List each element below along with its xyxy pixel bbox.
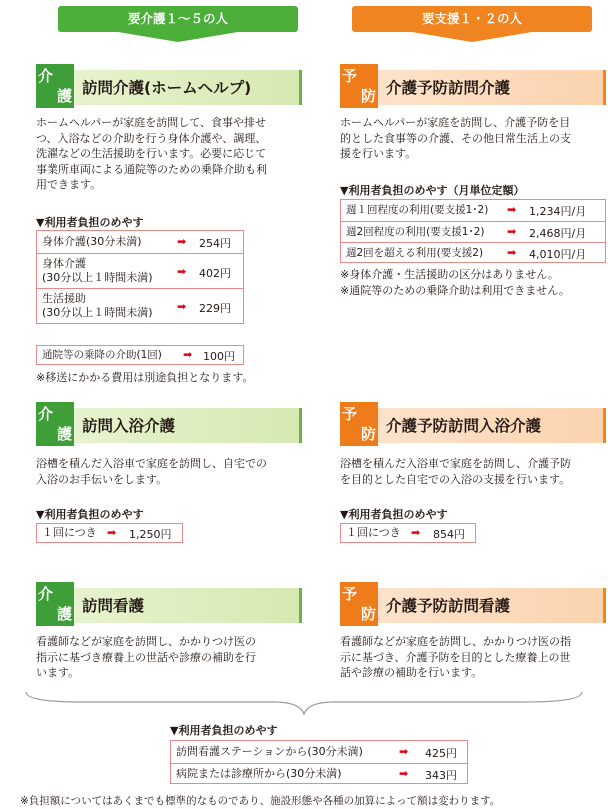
heading-preventive-home-help (340, 64, 606, 108)
right-arrow-icon: ➡ (399, 745, 409, 758)
right-arrow-icon: ➡ (177, 265, 187, 278)
table-row: 週１回程度の利用(要支援1･2) ➡ 1,234円/月 (346, 203, 587, 218)
home-bathing-price-table (36, 523, 183, 543)
support-level-banner-label: 要支援１・２の人 (352, 6, 592, 32)
preventive-home-bathing-description: 浴槽を積んだ入浴車で家庭を訪問し、介護予防 を目的とした自宅での入浴の支援を行います。 (340, 457, 571, 486)
kaigo-badge-icon: 介 護 (36, 402, 74, 446)
home-help-price-table (36, 230, 244, 324)
brace-connector (24, 690, 584, 716)
heading-title: 介護予防訪問入浴介護 (386, 417, 542, 435)
transport-note: ※移送にかかる費用は別途負担となります。 (36, 371, 254, 384)
home-nursing-description: 看護師などが家庭を訪問し、かかりつけ医の 指示に基づき療養上の世話や診療の補助を行 います。 (36, 635, 256, 679)
table-row: 身体介護 (30分以上１時間未満) ➡ 402円 (37, 253, 243, 288)
table-row: １回につき ➡ 1,250円 (42, 526, 172, 541)
right-arrow-icon: ➡ (177, 300, 187, 313)
table-row: 週2回程度の利用(要支援1･2) ➡ 2,468円/月 (341, 221, 605, 242)
burden-label: ▼利用者負担のめやす（月単位定額） (340, 184, 525, 197)
home-bathing-description: 浴槽を積んだ入浴車で家庭を訪問し、自宅での 入浴のお手伝いをします。 (36, 457, 267, 486)
right-arrow-icon: ➡ (507, 203, 517, 216)
home-nursing-price-table (170, 740, 468, 784)
right-arrow-icon: ➡ (177, 235, 187, 248)
table-row: 週2回を超える利用(要支援2) ➡ 4,010円/月 (341, 242, 605, 262)
right-arrow-icon: ➡ (507, 246, 517, 259)
right-arrow-icon: ➡ (507, 225, 517, 238)
burden-label: ▼利用者負担のめやす (36, 216, 144, 229)
table-row: 身体介護(30分未満) ➡ 254円 (42, 235, 231, 250)
yobo-badge-icon: 予 防 (340, 402, 378, 446)
footnote: ※負担額についてはあくまでも標準的なものであり、施設形態や各種の加算によって額は変わります。 (20, 795, 501, 807)
preventive-home-help-price-table (340, 199, 606, 263)
support-level-banner-pointer (412, 32, 532, 42)
right-arrow-icon: ➡ (107, 526, 117, 539)
yobo-badge-icon: 予 防 (340, 582, 378, 626)
kaigo-badge-icon: 介 護 (36, 582, 74, 626)
support-level-banner (352, 6, 592, 32)
transport-assist-price-table (36, 345, 244, 365)
burden-label: ▼利用者負担のめやす (170, 724, 278, 737)
heading-home-help (36, 64, 302, 108)
preventive-home-nursing-description: 看護師などが家庭を訪問し、かかりつけ医の指 示に基づき、介護予防を目的とした療養上の世 話や診療の補助を行います。 (340, 635, 571, 679)
right-arrow-icon: ➡ (411, 526, 421, 539)
table-row: 病院または診療所から(30分未満) ➡ 343円 (171, 763, 467, 783)
preventive-note-2: ※通院等のための乗降介助は利用できません。 (340, 284, 570, 297)
care-level-banner-pointer (118, 32, 238, 42)
heading-preventive-home-nursing (340, 582, 606, 626)
preventive-home-help-description: ホームヘルパーが家庭を訪問し、介護予防を目 的とした食事等の介護、その他日常生活上の支 援を行います。 (340, 116, 571, 160)
preventive-home-bathing-price-table (340, 523, 476, 543)
home-help-description: ホームヘルパーが家庭を訪問して、食事や排せ つ、入浴などの介助を行う身体介護や、調理、 洗濯などの生活援助を行います。必要に応じて 事業所車両による通院等のための乗降介助も利 用できます。 (36, 116, 267, 191)
table-row: 生活援助 (30分以上１時間未満) ➡ 229円 (37, 288, 243, 323)
table-row: 通院等の乗降の介助(1回) ➡ 100円 (42, 348, 235, 363)
care-level-banner-label: 要介護１～５の人 (58, 6, 298, 32)
table-row: １回につき ➡ 854円 (346, 526, 465, 541)
preventive-note-1: ※身体介護・生活援助の区分はありません。 (340, 268, 559, 281)
heading-title: 訪問介護(ホームヘルプ) (82, 79, 252, 97)
kaigo-badge-icon: 介 護 (36, 64, 74, 108)
heading-home-nursing (36, 582, 302, 626)
care-level-banner (58, 6, 298, 32)
heading-title: 介護予防訪問介護 (386, 79, 511, 97)
heading-preventive-home-bathing (340, 402, 606, 446)
right-arrow-icon: ➡ (183, 348, 193, 361)
table-row: 訪問看護ステーションから(30分未満) ➡ 425円 (176, 745, 457, 760)
burden-label: ▼利用者負担のめやす (340, 508, 448, 521)
heading-title: 訪問看護 (82, 597, 145, 615)
heading-home-bathing (36, 402, 302, 446)
burden-label: ▼利用者負担のめやす (36, 508, 144, 521)
heading-title: 介護予防訪問看護 (386, 597, 511, 615)
heading-title: 訪問入浴介護 (82, 417, 176, 435)
right-arrow-icon: ➡ (399, 767, 409, 780)
yobo-badge-icon: 予 防 (340, 64, 378, 108)
